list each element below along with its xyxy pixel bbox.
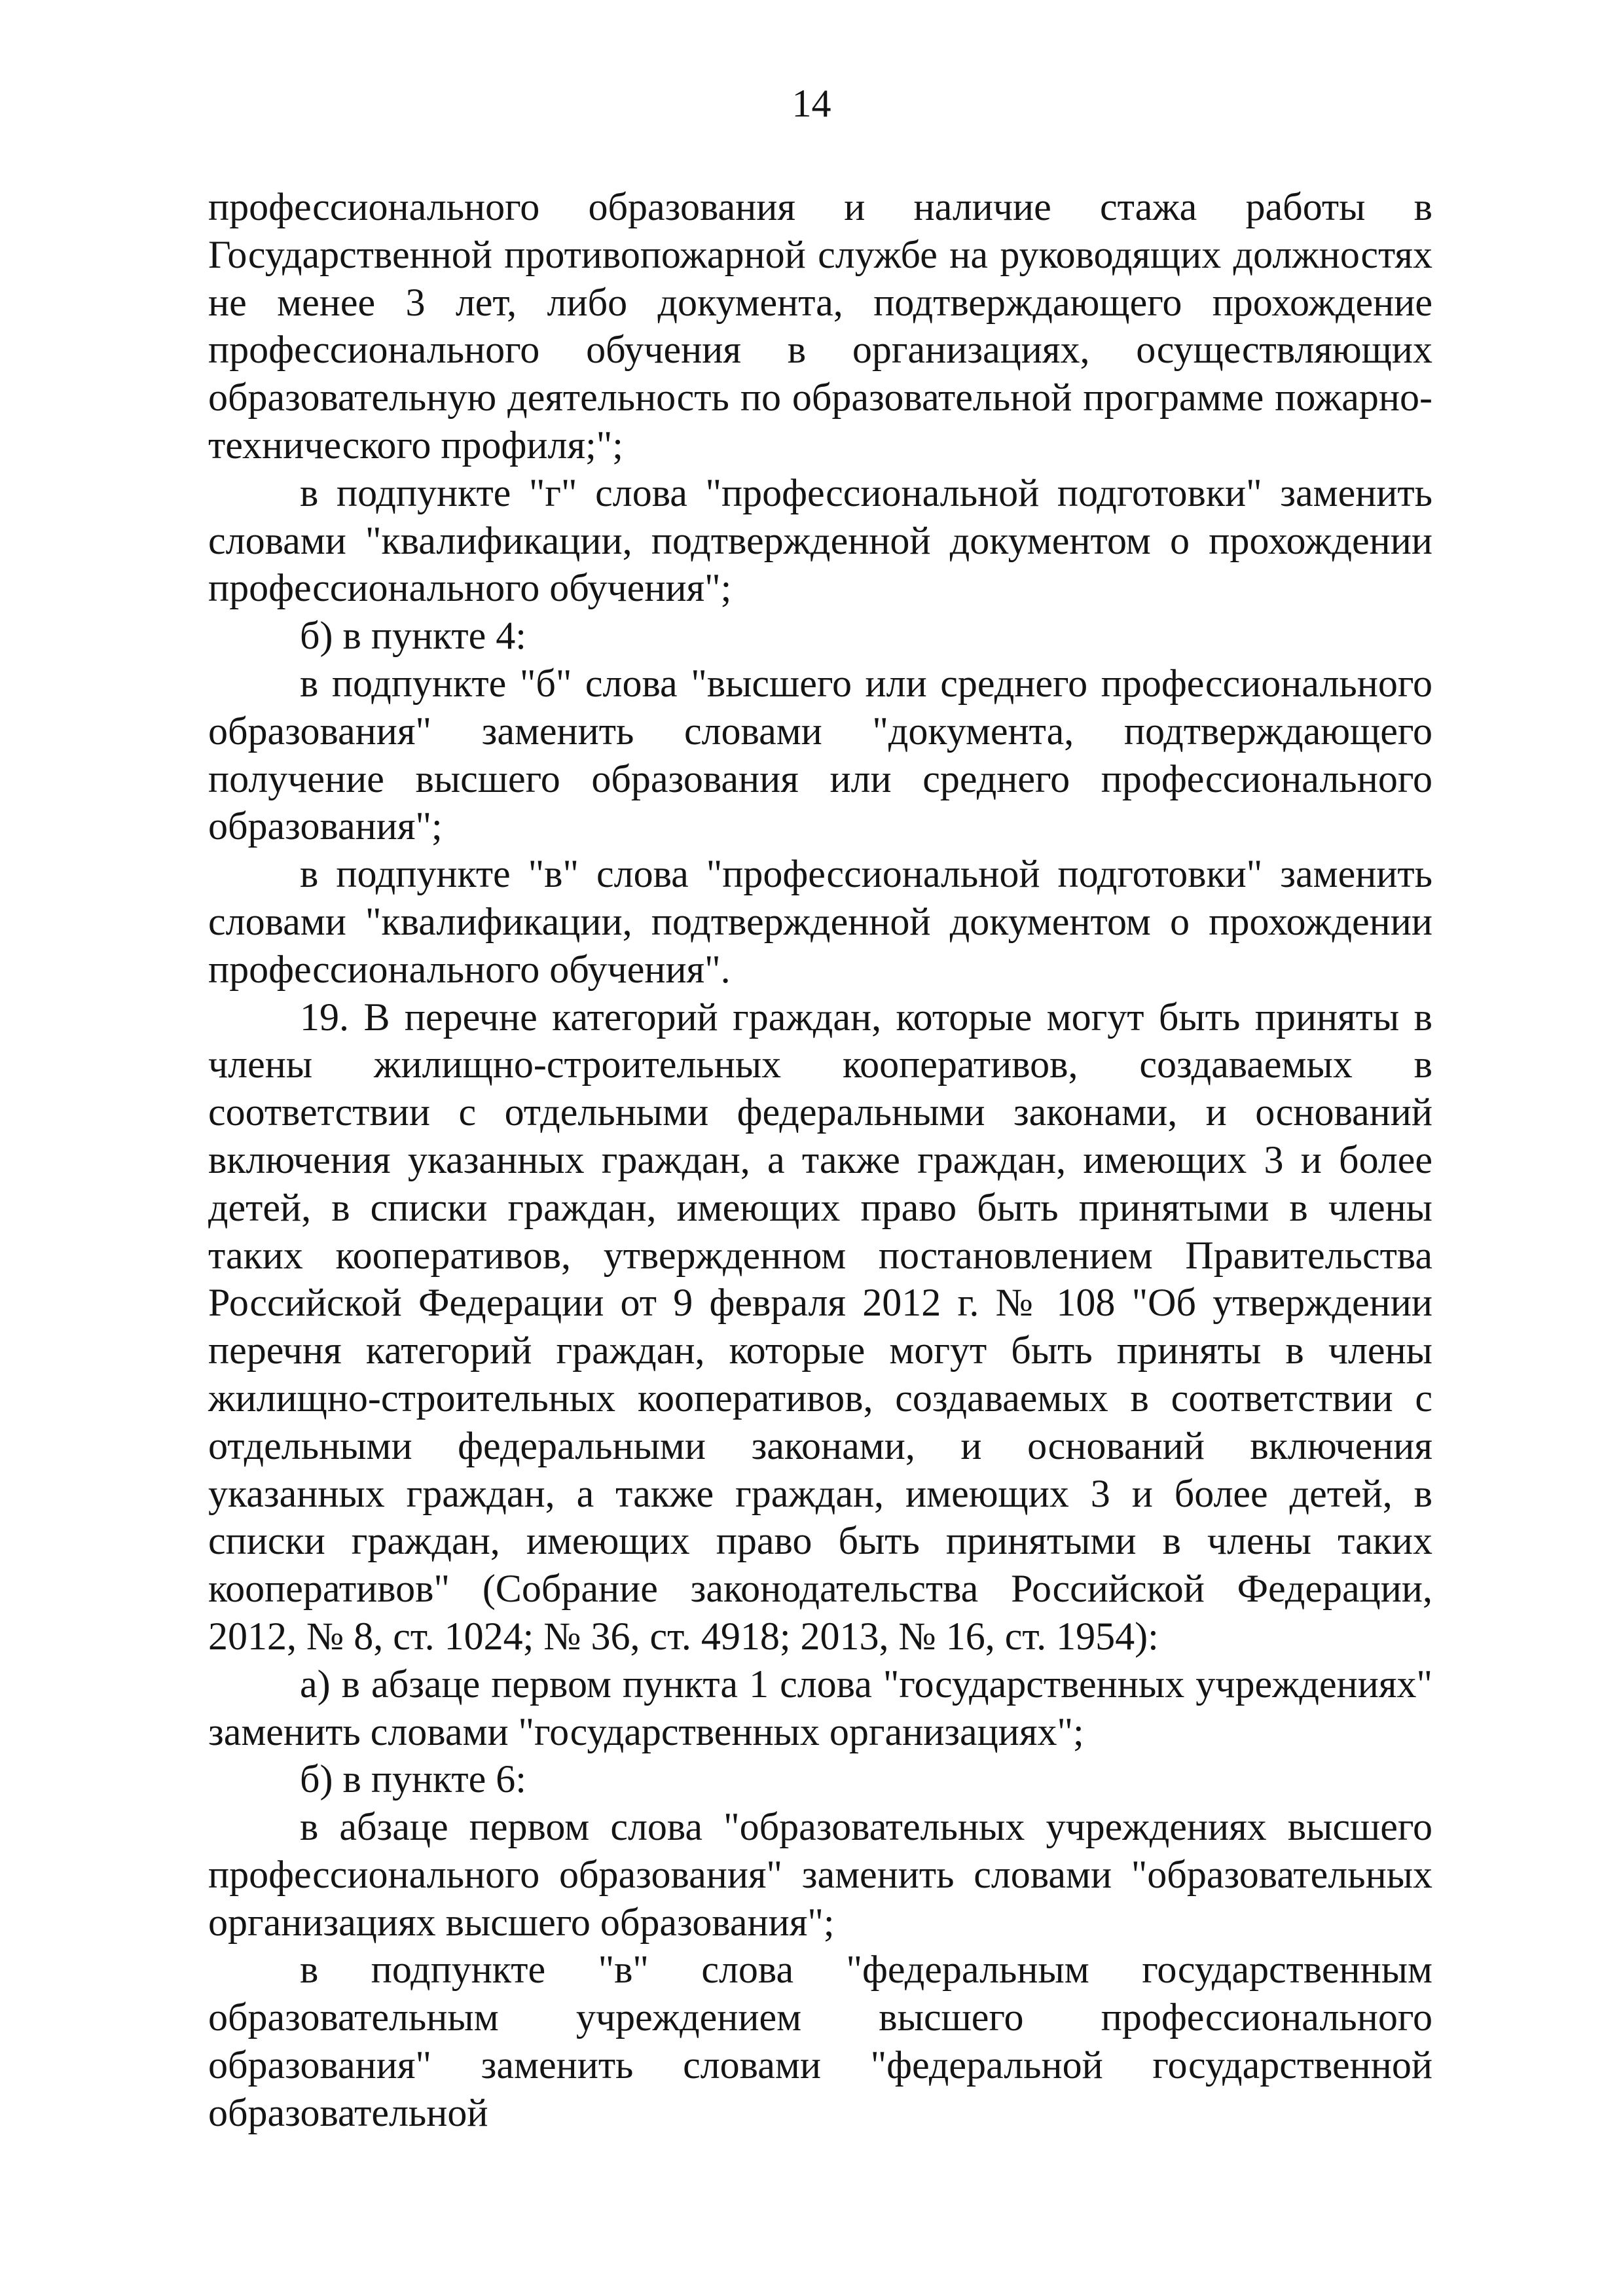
page-number: 14 (792, 82, 831, 125)
paragraph-subitem-b: в подпункте "б" слова "высшего или среднего профессионального образования" заменить словами "документа, подтверждающего получение высшего образования или среднего профессионального образования"; (208, 661, 1432, 848)
paragraph-continuation: профессионального образования и наличие стажа работы в Государственной противопожарной службе на руководящих должностях не менее 3 лет, либо документа, подтверждающего прохождение профессионального обучения в организациях, осуществляющих образовательную деятельность по образовательной программе пожарно-технического профиля;"; (208, 185, 1432, 467)
paragraph-item-a: а) в абзаце первом пункта 1 слова "государственных учреждениях" заменить словами "государственных организациях"; (208, 1662, 1432, 1753)
paragraph-subitem-g: в подпункте "г" слова "профессиональной подготовки" заменить словами "квалификации, подтвержденной документом о прохождении профессионального обучения"; (208, 471, 1432, 610)
paragraph-section-19: 19. В перечне категорий граждан, которые могут быть приняты в члены жилищно-строительных кооперативов, создаваемых в соответствии с отдельными федеральными законами, и оснований включения указанных граждан, а также граждан, имеющих 3 и более детей, в списки граждан, имеющих право быть принятыми в члены таких кооперативов, утвержденном постановлением Правительства Российской Федерации от 9 февраля 2012 г. № 108 "Об утверждении перечня категорий граждан, которые могут быть приняты в члены жилищно-строительных кооперативов, создаваемых в соответствии с отдельными федеральными законами, и оснований включения указанных граждан, а также граждан, имеющих 3 и более детей, в списки граждан, имеющих право быть принятыми в члены таких кооперативов" (Собрание законодательства Российской Федерации, 2012, № 8, ст. 1024; № 36, ст. 4918; 2013, № 16, ст. 1954): (208, 995, 1432, 1658)
paragraph-subitem-v-federal: в подпункте "в" слова "федеральным государственным образовательным учреждением высшего профессионального образования" заменить словами "федеральной государственной образовательной (208, 1948, 1432, 2134)
paragraph-item-b-point-6: б) в пункте 6: (300, 1757, 526, 1801)
paragraph-subitem-v: в подпункте "в" слова "профессиональной подготовки" заменить словами "квалификации, подтвержденной документом о прохождении профессионального обучения". (208, 852, 1432, 991)
paragraph-first-abzac: в абзаце первом слова "образовательных учреждениях высшего профессионального образования" заменить словами "образовательных организациях высшего образования"; (208, 1805, 1432, 1944)
document-body (208, 183, 1432, 2137)
paragraph-item-b-point-4: б) в пункте 4: (300, 614, 526, 658)
